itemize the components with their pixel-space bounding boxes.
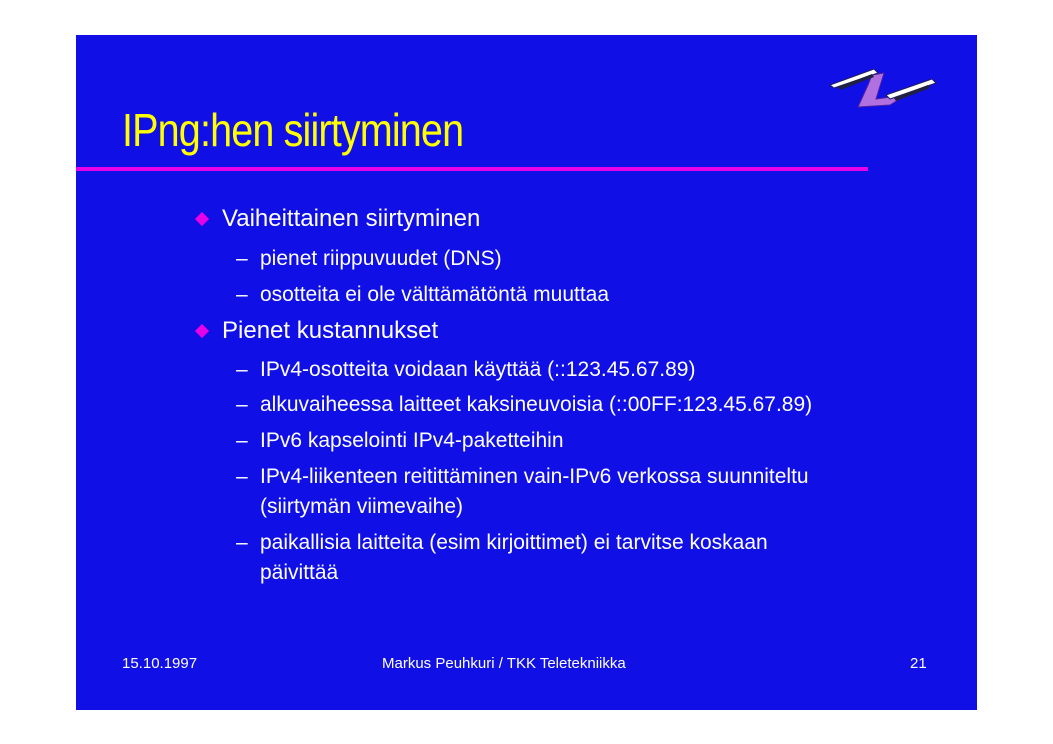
slide	[76, 35, 977, 710]
bullet-item	[222, 317, 438, 345]
dash-marker: –	[236, 358, 248, 381]
dash-marker: –	[236, 283, 248, 306]
sub-item-text-continued: päivittää	[260, 561, 339, 584]
sub-item-text-continued: (siirtymän viimevaihe)	[260, 495, 464, 518]
bullet-item	[222, 205, 480, 233]
dash-marker: –	[236, 531, 248, 554]
sub-item-text: pienet riippuvuudet (DNS)	[260, 247, 502, 270]
dash-marker: –	[236, 465, 248, 488]
diamond-bullet-icon	[195, 212, 209, 226]
ipng-logo-icon	[828, 65, 940, 113]
footer-page-number: 21	[910, 655, 927, 672]
dash-marker: –	[236, 247, 248, 270]
dash-marker: –	[236, 393, 248, 416]
sub-item-text: alkuvaiheessa laitteet kaksineuvoisia (::00FF:123.45.67.89)	[260, 393, 813, 416]
bullet-label: Pienet kustannukset	[222, 317, 439, 344]
dash-marker: –	[236, 429, 248, 452]
bullet-label: Vaiheittainen siirtyminen	[222, 205, 481, 232]
sub-item-text: IPv4-osotteita voidaan käyttää (::123.45.67.89)	[260, 358, 696, 381]
title-underline	[76, 167, 868, 171]
footer-author: Markus Peuhkuri / TKK Teletekniikka	[382, 655, 626, 672]
diamond-bullet-icon	[195, 324, 209, 338]
sub-item-text: IPv4-liikenteen reitittäminen vain-IPv6 verkossa suunniteltu	[260, 465, 809, 488]
sub-item-text: paikallisia laitteita (esim kirjoittimet) ei tarvitse koskaan	[260, 531, 768, 554]
sub-item-text: IPv6 kapselointi IPv4-paketteihin	[260, 429, 564, 452]
footer-date: 15.10.1997	[122, 655, 198, 672]
slide-title: IPng:hen siirtyminen	[122, 104, 464, 156]
sub-item-text: osotteita ei ole välttämätöntä muuttaa	[260, 283, 610, 306]
